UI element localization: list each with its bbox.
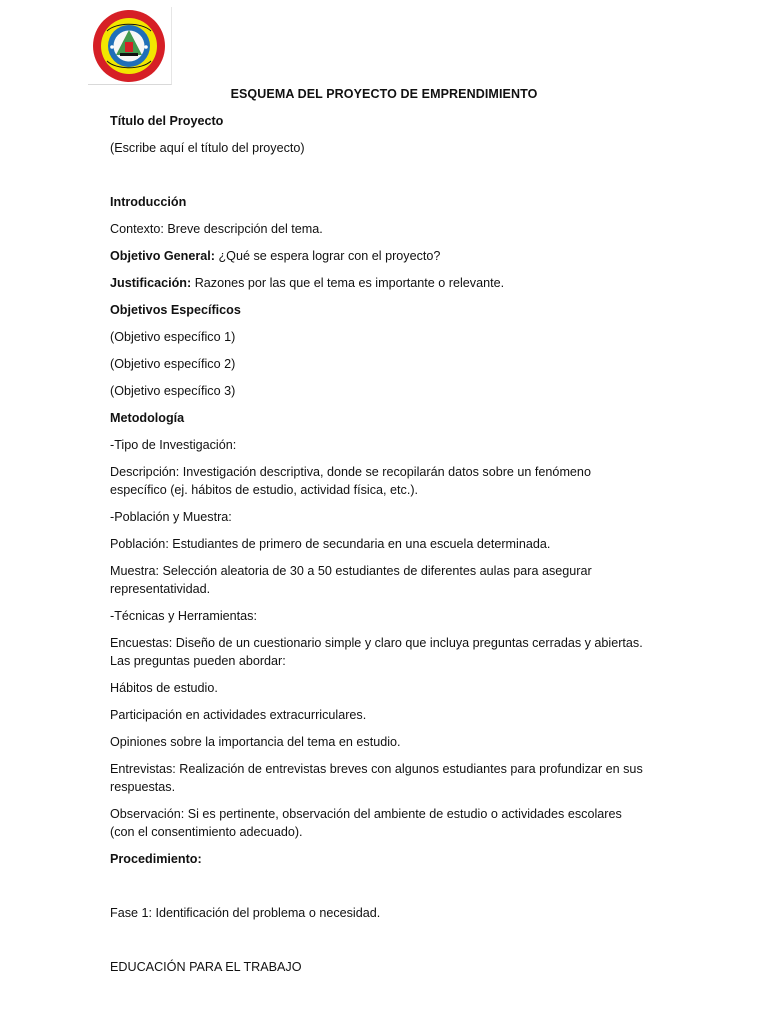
introduction-heading: [110, 193, 670, 211]
population-paragraph: Población: Estudiantes de primero de secundaria en una escuela determinada.: [110, 537, 551, 551]
introduction-heading-text: Introducción: [110, 195, 187, 209]
context-paragraph: Contexto: Breve descripción del tema.: [110, 222, 323, 236]
school-logo: [88, 7, 172, 85]
sample-line-1: Muestra: Selección aleatoria de 30 a 50 estudiantes de diferentes aulas para asegurar: [110, 564, 592, 578]
description-line-2: específico (ej. hábitos de estudio, actividad física, etc.).: [110, 483, 419, 497]
specific-objectives-heading-text: Objetivos Específicos: [110, 303, 241, 317]
specific-objective-3: (Objetivo específico 3): [110, 384, 236, 398]
interviews-line-1: Entrevistas: Realización de entrevistas breves con algunos estudiantes para profundizar en sus: [110, 762, 643, 776]
project-title-placeholder: (Escribe aquí el título del proyecto): [110, 141, 305, 155]
general-objective-text: ¿Qué se espera lograr con el proyecto?: [218, 249, 441, 263]
document-heading: ESQUEMA DEL PROYECTO DE EMPRENDIMIENTO: [230, 87, 538, 101]
phase-1-item: Fase 1: Identificación del problema o necesidad.: [110, 906, 381, 920]
justification-label: Justificación:: [110, 276, 192, 290]
document-body: [110, 112, 670, 976]
interviews-line-2: respuestas.: [110, 780, 176, 794]
opinions-item: Opiniones sobre la importancia del tema en estudio.: [110, 735, 401, 749]
project-title-label-text: Título del Proyecto: [110, 114, 224, 128]
school-emblem-icon: [88, 7, 172, 85]
specific-objective-2: (Objetivo específico 2): [110, 357, 236, 371]
study-habits-item: Hábitos de estudio.: [110, 681, 218, 695]
observation-line-1: Observación: Si es pertinente, observación del ambiente de estudio o actividades escolares: [110, 807, 622, 821]
observation-line-2: (con el consentimiento adecuado).: [110, 825, 303, 839]
project-title-label: [110, 112, 670, 130]
procedure-heading: [110, 850, 670, 868]
surveys-line-2: Las preguntas pueden abordar:: [110, 654, 286, 668]
surveys-line-1: Encuestas: Diseño de un cuestionario simple y claro que incluya preguntas cerradas y abiertas.: [110, 636, 643, 650]
document-footer: EDUCACIÓN PARA EL TRABAJO: [110, 960, 302, 974]
general-objective-label: Objetivo General:: [110, 249, 215, 263]
participation-item: Participación en actividades extracurriculares.: [110, 708, 367, 722]
justification-text: Razones por las que el tema es importante o relevante.: [194, 276, 505, 290]
specific-objective-1: (Objetivo específico 1): [110, 330, 236, 344]
research-type-label: -Tipo de Investigación:: [110, 438, 237, 452]
procedure-heading-text: Procedimiento:: [110, 852, 202, 866]
techniques-label: -Técnicas y Herramientas:: [110, 609, 257, 623]
population-sample-label: -Población y Muestra:: [110, 510, 232, 524]
justification-paragraph: [110, 274, 670, 292]
general-objective-paragraph: [110, 247, 670, 265]
description-line-1: Descripción: Investigación descriptiva, donde se recopilarán datos sobre un fenómeno: [110, 465, 591, 479]
methodology-heading-text: Metodología: [110, 411, 185, 425]
specific-objectives-heading: [110, 301, 670, 319]
sample-line-2: representatividad.: [110, 582, 211, 596]
methodology-heading: [110, 409, 670, 427]
